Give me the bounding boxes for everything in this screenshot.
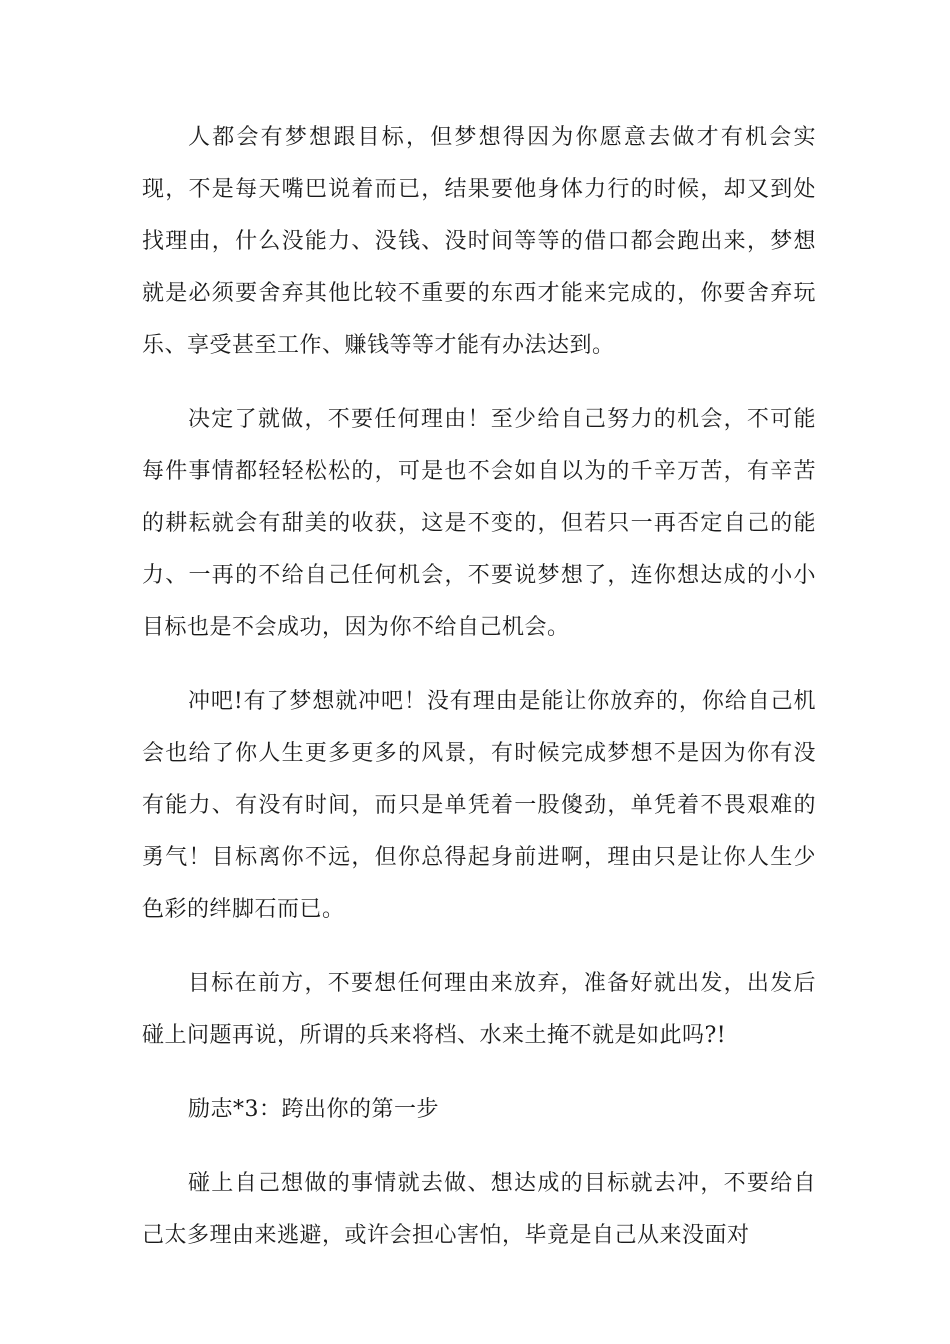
document-body	[142, 112, 816, 1284]
paragraph-dreams-and-goals: 人都会有梦想跟目标，但梦想得因为你愿意去做才有机会实现，不是每天嘴巴说着而已，结果要他身体力行的时候，却又到处找理由，什么没能力、没钱、没时间等等的借口都会跑出来，梦想就是必须要舍弃其他比较不重要的东西才能来完成的，你要舍弃玩乐、享受甚至工作、赚钱等等才能有办法达到。	[142, 125, 816, 358]
section-heading: 励志*3：跨出你的第一步	[188, 1097, 439, 1122]
paragraph-decide-and-act: 决定了就做，不要任何理由！至少给自己努力的机会，不可能每件事情都轻轻松松的，可是也不会如自以为的千辛万苦，有辛苦的耕耘就会有甜美的收获，这是不变的，但若只一再否定自己的能力、一再的不给自己任何机会，不要说梦想了，连你想达成的小小目标也是不会成功，因为你不给自己机会。	[142, 407, 816, 640]
paragraph-goal-ahead: 目标在前方，不要想任何理由来放弃，准备好就出发，出发后碰上问题再说，所谓的兵来将档、水来土掩不就是如此吗?!	[142, 971, 816, 1048]
paragraph-go-for-it: 冲吧!有了梦想就冲吧！没有理由是能让你放弃的，你给自己机会也给了你人生更多更多的风景，有时候完成梦想不是因为你有没有能力、有没有时间，而只是单凭着一股傻劲，单凭着不畏艰难的勇气！目标离你不远，但你总得起身前进啊，理由只是让你人生少色彩的绊脚石而已。	[142, 689, 816, 922]
paragraph-first-step: 碰上自己想做的事情就去做、想达成的目标就去冲，不要给自己太多理由来逃避，或许会担心害怕，毕竟是自己从来没面对	[142, 1171, 816, 1248]
